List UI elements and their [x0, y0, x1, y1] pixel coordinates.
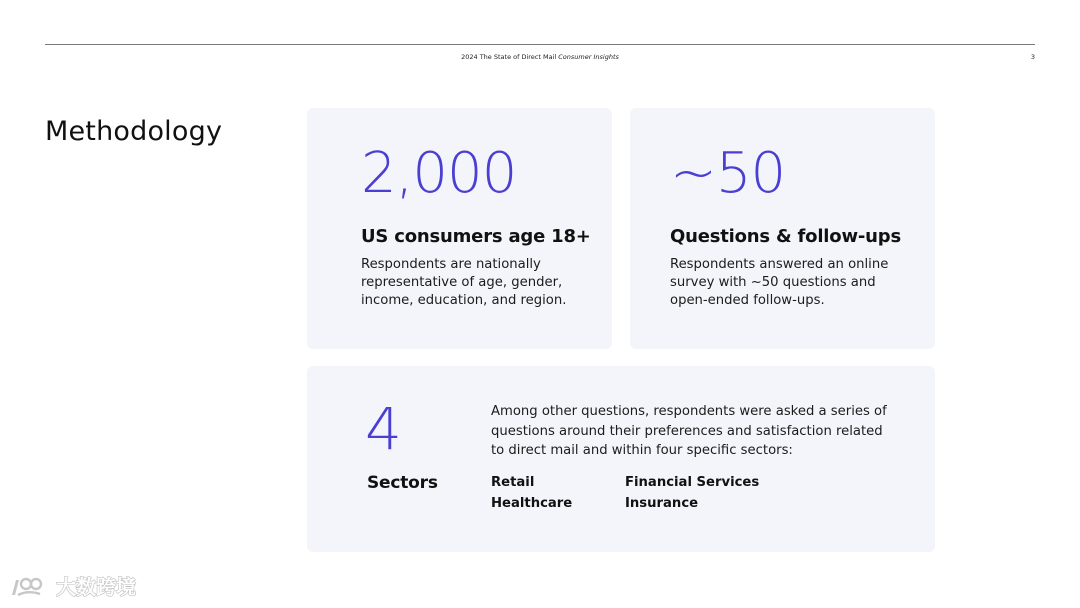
header-rule: [45, 44, 1035, 45]
card-body: Respondents are nationally representative of age, gender, income, education, and region.: [361, 257, 567, 308]
page-title: Methodology: [45, 116, 223, 147]
stat-number: 4: [365, 395, 401, 463]
card-heading: US consumers age 18+: [361, 226, 591, 247]
running-head-main: 2024 The State of Direct Mail: [461, 53, 559, 61]
running-head-italic: Consumer Insights: [558, 53, 619, 61]
sector-financial-services: Financial Services: [625, 475, 760, 490]
sector-healthcare: Healthcare: [491, 496, 573, 511]
sector-retail: Retail: [491, 475, 535, 490]
watermark-logo-icon: [8, 575, 50, 599]
stat-number: 2,000: [361, 141, 517, 206]
watermark-text: [56, 574, 148, 600]
card-questions: [630, 108, 935, 349]
watermark: [8, 574, 148, 600]
page-number: 3: [1030, 53, 1035, 61]
card-body: Among other questions, respondents were asked a series of questions around their preferences and satisfaction related to direct mail and within four specific sectors:: [491, 404, 887, 458]
card-heading: Sectors: [367, 473, 438, 493]
card-respondents: [307, 108, 612, 349]
stat-number: ~50: [670, 141, 786, 206]
watermark-text-label: 大数跨境: [56, 575, 136, 599]
sector-insurance: Insurance: [625, 496, 699, 511]
running-head: [0, 53, 1080, 61]
card-heading: Questions & follow-ups: [670, 226, 901, 247]
card-sectors: [307, 366, 935, 552]
card-body: Respondents answered an online survey with ~50 questions and open-ended follow-ups.: [670, 257, 889, 308]
